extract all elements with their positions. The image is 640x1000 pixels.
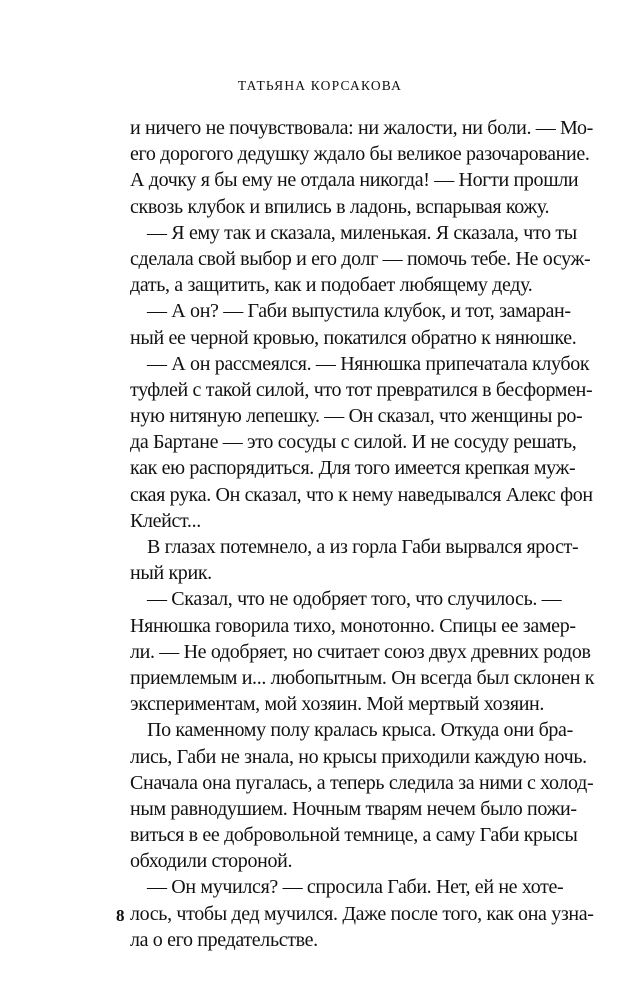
text-line: туфлей с такой силой, что тот превратился в бесформен-	[130, 378, 593, 401]
text-line: приемлемым и... любопытным. Он всегда был склонен к	[130, 666, 595, 689]
text-line: как ею распорядиться. Для того имеется крепкая муж-	[130, 457, 576, 480]
running-head: ТАТЬЯНА КОРСАКОВА	[237, 78, 403, 93]
text-line: ный крик.	[130, 562, 212, 585]
text-line: ла о его предательстве.	[130, 928, 318, 951]
text-line: и ничего не почувствовала: ни жалости, ни боли. — Мо-	[130, 117, 593, 139]
text-line: Сначала она пугалась, а теперь следила за ними с холод-	[130, 771, 594, 794]
text-line: Нянюшка говорила тихо, монотонно. Спицы ее замер-	[130, 614, 576, 637]
text-line: обходили стороной.	[130, 850, 293, 873]
text-line: лось, чтобы дед мучился. Даже после того, как она узна-	[130, 902, 594, 925]
text-line: дать, а защитить, как и подобает любящему деду.	[130, 274, 533, 297]
text-line: сквозь клубок и впились в ладонь, вспарывая кожу.	[130, 195, 550, 218]
text-line: экспериментам, мой хозяин. Мой мертвый хозяин.	[130, 693, 545, 716]
text-line: виться в ее добровольной темнице, а саму Габи крысы	[130, 824, 578, 847]
text-line: — Я ему так и сказала, миленькая. Я сказала, что ты	[147, 221, 577, 244]
text-line: ный ее черной кровью, покатился обратно к нянюшке.	[130, 326, 577, 349]
text-line: — Он мучился? — спросила Габи. Нет, ей не хоте-	[147, 876, 564, 899]
body-text	[130, 115, 595, 953]
text-line: ли. — Не одобряет, но считает союз двух древних родов	[130, 640, 591, 663]
text-line: ным равнодушием. Ночным тварям нечем было пожи-	[130, 797, 577, 820]
text-line: ская рука. Он сказал, что к нему наведывался Алекс фон	[130, 483, 593, 506]
text-line: — Сказал, что не одобряет того, что случилось. —	[147, 588, 562, 611]
text-line: ную нитяную лепешку. — Он сказал, что женщины ро-	[130, 405, 583, 428]
text-line: Клейст...	[130, 509, 201, 532]
text-line: А дочку я бы ему не отдала никогда! — Ногти прошли	[130, 169, 579, 192]
text-line: лись, Габи не знала, но крысы приходили каждую ночь.	[130, 745, 587, 768]
text-line: да Бартане — это сосуды с силой. И не сосуду решать,	[130, 431, 577, 454]
text-line: сделала свой выбор и его долг — помочь тебе. Не осуж-	[130, 247, 591, 270]
text-line: его дорогого дедушку ждало бы великое разочарование.	[130, 143, 590, 166]
page-number: 8	[116, 906, 125, 925]
text-line: — А он рассмеялся. — Нянюшка припечатала клубок	[147, 352, 590, 375]
text-line: По каменному полу кралась крыса. Откуда они бра-	[147, 719, 573, 742]
text-line: В глазах потемнело, а из горла Габи вырвался ярост-	[147, 536, 579, 558]
text-line: — А он? — Габи выпустила клубок, и тот, замаран-	[147, 300, 571, 323]
